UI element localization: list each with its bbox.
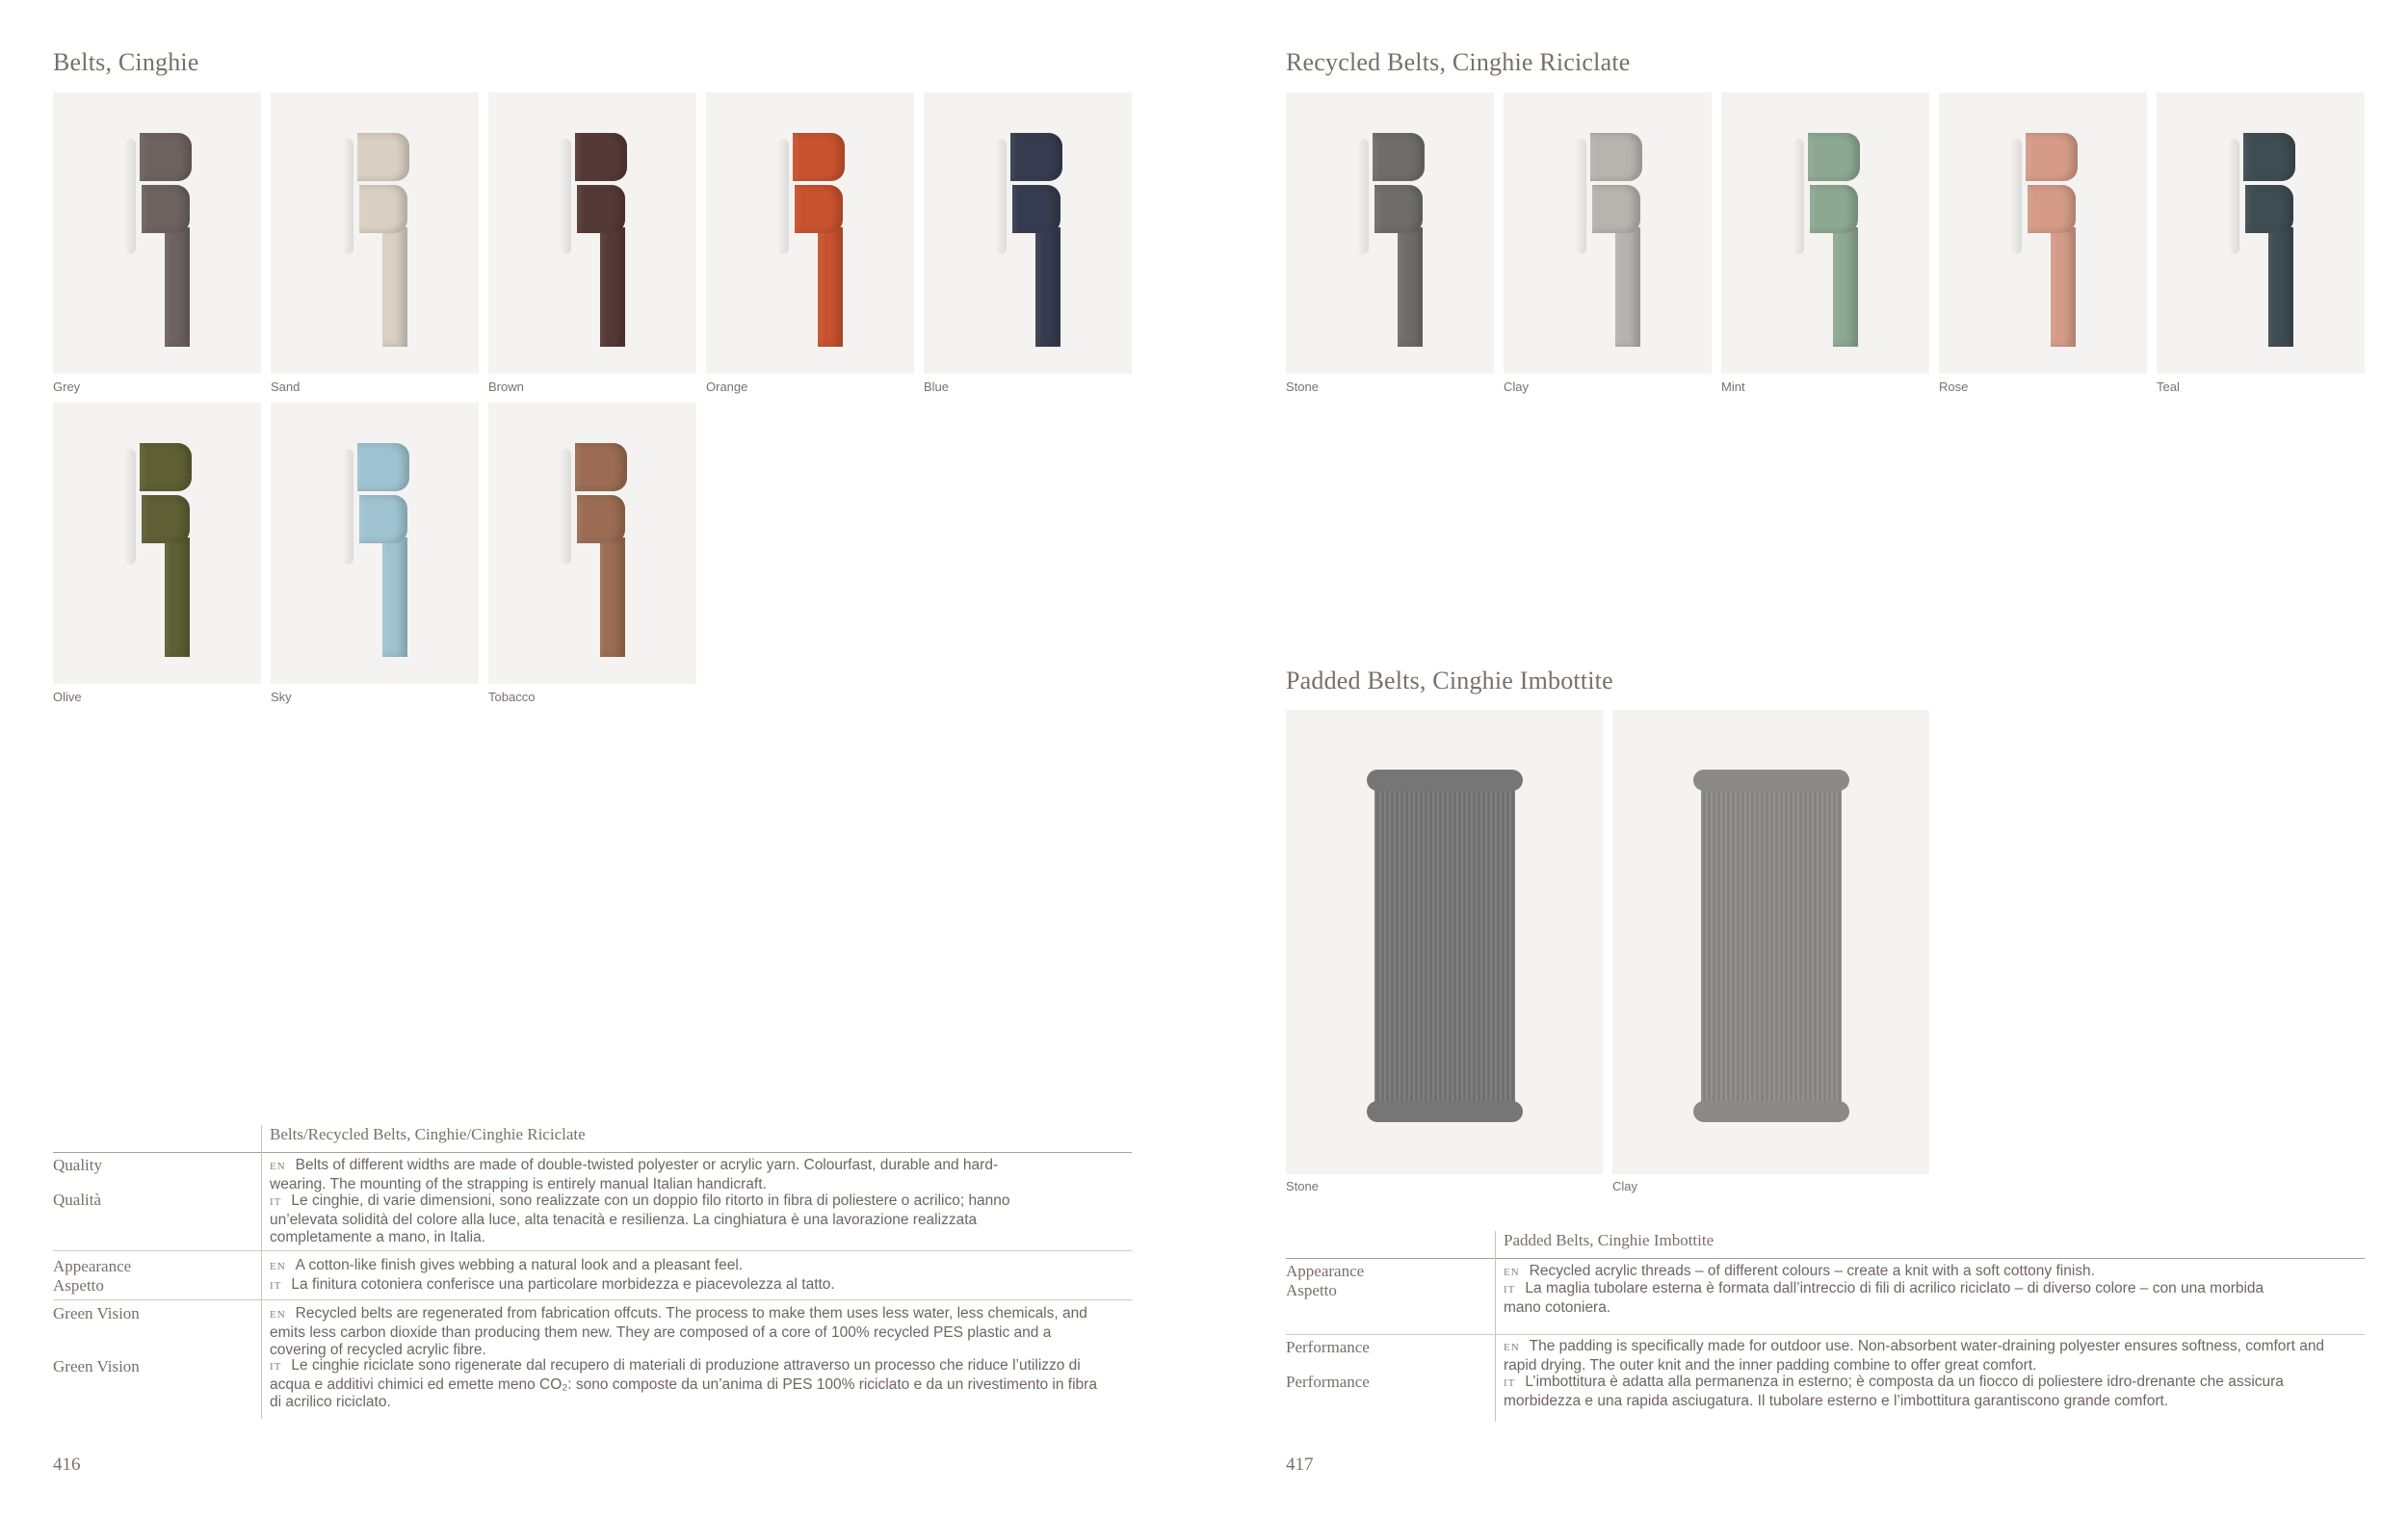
swatch-caption: Clay xyxy=(1504,380,1530,394)
spec-row-rule xyxy=(1286,1334,2365,1335)
belt-shadow xyxy=(342,449,353,564)
belt-strap-tail xyxy=(1035,227,1060,347)
padded-rim-top xyxy=(1367,770,1523,791)
belt-roll-image xyxy=(1590,133,1642,347)
belt-roll-image xyxy=(793,133,845,347)
belt-strap-tail xyxy=(600,537,625,657)
belt-roll-top xyxy=(575,443,627,491)
spec-label-performance-it: Performance xyxy=(1286,1373,1370,1391)
belt-swatch-teal xyxy=(2157,92,2365,374)
belt-roll-top xyxy=(1010,133,1062,181)
belt-roll-top xyxy=(357,443,409,491)
belt-shadow xyxy=(2228,139,2239,254)
spec-label-aspetto: Aspetto xyxy=(53,1276,104,1295)
belt-roll-bottom xyxy=(795,185,843,233)
belt-swatch-grey xyxy=(53,92,261,374)
spec-appearance-en: EN A cotton-like finish gives webbing a natural look and a pleasant feel. xyxy=(270,1257,744,1273)
belt-strap-tail xyxy=(2268,227,2293,347)
swatch-caption: Stone xyxy=(1286,380,1319,394)
belt-shadow xyxy=(124,139,136,254)
belt-roll-image xyxy=(1373,133,1425,347)
swatch-caption: Sky xyxy=(271,690,292,704)
spec-label-green-vision: Green Vision xyxy=(53,1304,140,1323)
belt-roll-image xyxy=(2243,133,2295,347)
swatch-caption: Brown xyxy=(488,380,524,394)
belt-roll-top xyxy=(140,443,192,491)
spec-label-green-vision-it: Green Vision xyxy=(53,1357,140,1375)
belt-roll-bottom xyxy=(2028,185,2076,233)
spec-row-rule xyxy=(53,1250,1132,1251)
spec-header-rule xyxy=(53,1152,1132,1153)
spec-performance-it: IT L’imbottitura è adatta alla permanenza in esterno; è composta da un fiocco di poliestere idro-drenante che assicura morbidezza e una rapida asciugatura. Il tubolare esterno e l’imbottitura garantiscono grande comfort. xyxy=(1504,1374,2284,1409)
belt-shadow xyxy=(1357,139,1369,254)
belt-shadow xyxy=(777,139,789,254)
belt-roll-bottom xyxy=(1592,185,1640,233)
spec-appearance-it: IT La maglia tubolare esterna è formata dall’intreccio di fili di acrilico riciclato – di diverso colore – con una morbida mano cotoniera. xyxy=(1504,1280,2264,1316)
belt-roll-bottom xyxy=(2245,185,2293,233)
belt-roll-image xyxy=(575,443,627,657)
belt-roll-bottom xyxy=(359,185,407,233)
belt-swatch-clay xyxy=(1504,92,1712,374)
padded-swatch-stone xyxy=(1286,710,1603,1174)
belt-roll-top xyxy=(575,133,627,181)
belt-strap-tail xyxy=(165,227,190,347)
spec-header-rule xyxy=(1286,1258,2365,1259)
padded-rim-bottom xyxy=(1367,1101,1523,1122)
spec-label-aspetto: Aspetto xyxy=(1286,1281,1337,1299)
belt-roll-bottom xyxy=(577,495,625,543)
padded-swatch-clay xyxy=(1612,710,1929,1174)
belt-roll-bottom xyxy=(577,185,625,233)
swatch-caption: Clay xyxy=(1612,1179,1638,1193)
spec-label-appearance: Appearance xyxy=(53,1257,132,1275)
swatch-caption: Blue xyxy=(924,380,950,394)
section-title-recycled-belts: Recycled Belts, Cinghie Riciclate xyxy=(1286,48,1631,76)
swatch-caption: Sand xyxy=(271,380,301,394)
belt-roll-bottom xyxy=(142,185,190,233)
spec-label-qualita: Qualità xyxy=(53,1191,102,1209)
padded-spec-table xyxy=(1286,1231,2365,1433)
belt-roll-bottom xyxy=(1810,185,1858,233)
swatch-caption: Grey xyxy=(53,380,81,394)
padded-belt-image xyxy=(1374,777,1515,1114)
belt-strap-tail xyxy=(382,227,407,347)
spec-green-vision-en: EN Recycled belts are regenerated from fabrication offcuts. The process to make them uses less water, less chemicals, and emits less carbon dioxide than producing them new. They are composed of a core of 100% recycled PES plastic and a covering of recycled acrylic fibre. xyxy=(270,1305,1087,1358)
belts-spec-table xyxy=(53,1125,1132,1433)
belt-roll-image xyxy=(1808,133,1860,347)
belt-swatch-mint xyxy=(1721,92,1929,374)
swatch-caption: Rose xyxy=(1939,380,1969,394)
spec-table-header: Belts/Recycled Belts, Cinghie/Cinghie Riciclate xyxy=(270,1125,586,1143)
belt-shadow xyxy=(342,139,353,254)
spec-label-quality: Quality xyxy=(53,1156,102,1174)
belt-roll-top xyxy=(140,133,192,181)
belt-strap-tail xyxy=(1615,227,1640,347)
swatch-caption: Mint xyxy=(1721,380,1745,394)
belt-strap-tail xyxy=(600,227,625,347)
belt-roll-bottom xyxy=(359,495,407,543)
right-page xyxy=(1204,0,2408,1519)
belt-swatch-orange xyxy=(706,92,914,374)
belt-swatch-olive xyxy=(53,403,261,684)
spec-column-divider xyxy=(261,1125,262,1419)
belt-roll-top xyxy=(357,133,409,181)
belt-roll-top xyxy=(793,133,845,181)
belt-strap-tail xyxy=(382,537,407,657)
belt-roll-image xyxy=(140,443,192,657)
belt-strap-tail xyxy=(1398,227,1423,347)
swatch-caption: Stone xyxy=(1286,1179,1319,1193)
belt-roll-image xyxy=(2026,133,2078,347)
belt-shadow xyxy=(124,449,136,564)
spec-label-appearance: Appearance xyxy=(1286,1262,1365,1280)
spec-quality-it: IT Le cinghie, di varie dimensioni, sono realizzate con un doppio filo ritorto in fibra di poliestere o acrilico; hanno un’elevata solidità del colore alla luce, alta tenacità e resilienza. La cinghiatura è una lavorazione realizzata completamente a mano, in Italia. xyxy=(270,1192,1010,1245)
belt-swatch-tobacco xyxy=(488,403,696,684)
spec-appearance-en: EN Recycled acrylic threads – of different colours – create a knit with a soft cottony finish. xyxy=(1504,1263,2095,1279)
belt-roll-image xyxy=(575,133,627,347)
swatch-caption: Tobacco xyxy=(488,690,536,704)
section-title-belts: Belts, Cinghie xyxy=(53,48,199,76)
swatch-caption: Teal xyxy=(2157,380,2180,394)
belt-strap-tail xyxy=(165,537,190,657)
page-number: 416 xyxy=(53,1454,81,1475)
belt-roll-image xyxy=(357,133,409,347)
spec-table-header: Padded Belts, Cinghie Imbottite xyxy=(1504,1231,1714,1249)
spec-green-vision-it: IT Le cinghie riciclate sono rigenerate dal recupero di materiali di produzione attraverso un processo che riduce l’utilizzo di acqua e additivi chimici ed emette meno CO₂: sono composte da un’anima di PES 100% riciclato e da un rivestimento in fibra di acrilico riciclato. xyxy=(270,1357,1097,1410)
belt-roll-top xyxy=(2243,133,2295,181)
belt-roll-image xyxy=(140,133,192,347)
padded-rim-bottom xyxy=(1693,1101,1849,1122)
spec-label-performance: Performance xyxy=(1286,1338,1370,1356)
belt-shadow xyxy=(560,449,571,564)
belt-roll-image xyxy=(357,443,409,657)
swatch-caption: Olive xyxy=(53,690,82,704)
belt-roll-top xyxy=(1590,133,1642,181)
swatch-caption: Orange xyxy=(706,380,748,394)
belt-shadow xyxy=(1793,139,1804,254)
spec-performance-en: EN The padding is specifically made for outdoor use. Non-absorbent water-draining polyester ensures softness, comfort and rapid drying. The outer knit and the inner padding combine to offer great comfort. xyxy=(1504,1338,2325,1374)
belt-strap-tail xyxy=(2051,227,2076,347)
belt-roll-top xyxy=(2026,133,2078,181)
belt-roll-image xyxy=(1010,133,1062,347)
belt-shadow xyxy=(1575,139,1586,254)
belt-roll-bottom xyxy=(1374,185,1423,233)
padded-rim-top xyxy=(1693,770,1849,791)
section-title-padded-belts: Padded Belts, Cinghie Imbottite xyxy=(1286,667,1613,694)
belt-shadow xyxy=(2010,139,2022,254)
spec-row-rule xyxy=(53,1299,1132,1300)
belt-swatch-sand xyxy=(271,92,479,374)
belt-strap-tail xyxy=(1833,227,1858,347)
belt-shadow xyxy=(560,139,571,254)
belt-roll-bottom xyxy=(1012,185,1060,233)
belt-strap-tail xyxy=(818,227,843,347)
spec-quality-en: EN Belts of different widths are made of double-twisted polyester or acrylic yarn. Colourfast, durable and hard-wearing. The mounting of the strapping is entirely manual Italian handicraft. xyxy=(270,1157,999,1192)
spec-column-divider xyxy=(1495,1231,1496,1422)
belt-swatch-blue xyxy=(924,92,1132,374)
belt-roll-bottom xyxy=(142,495,190,543)
belt-roll-top xyxy=(1373,133,1425,181)
belt-roll-top xyxy=(1808,133,1860,181)
belt-swatch-brown xyxy=(488,92,696,374)
spec-appearance-it: IT La finitura cotoniera conferisce una particolare morbidezza e piacevolezza al tatto. xyxy=(270,1276,835,1293)
padded-belt-image xyxy=(1701,777,1842,1114)
belt-swatch-rose xyxy=(1939,92,2147,374)
page-number: 417 xyxy=(1286,1454,1314,1475)
belt-swatch-sky xyxy=(271,403,479,684)
belt-shadow xyxy=(995,139,1007,254)
belt-swatch-stone xyxy=(1286,92,1494,374)
